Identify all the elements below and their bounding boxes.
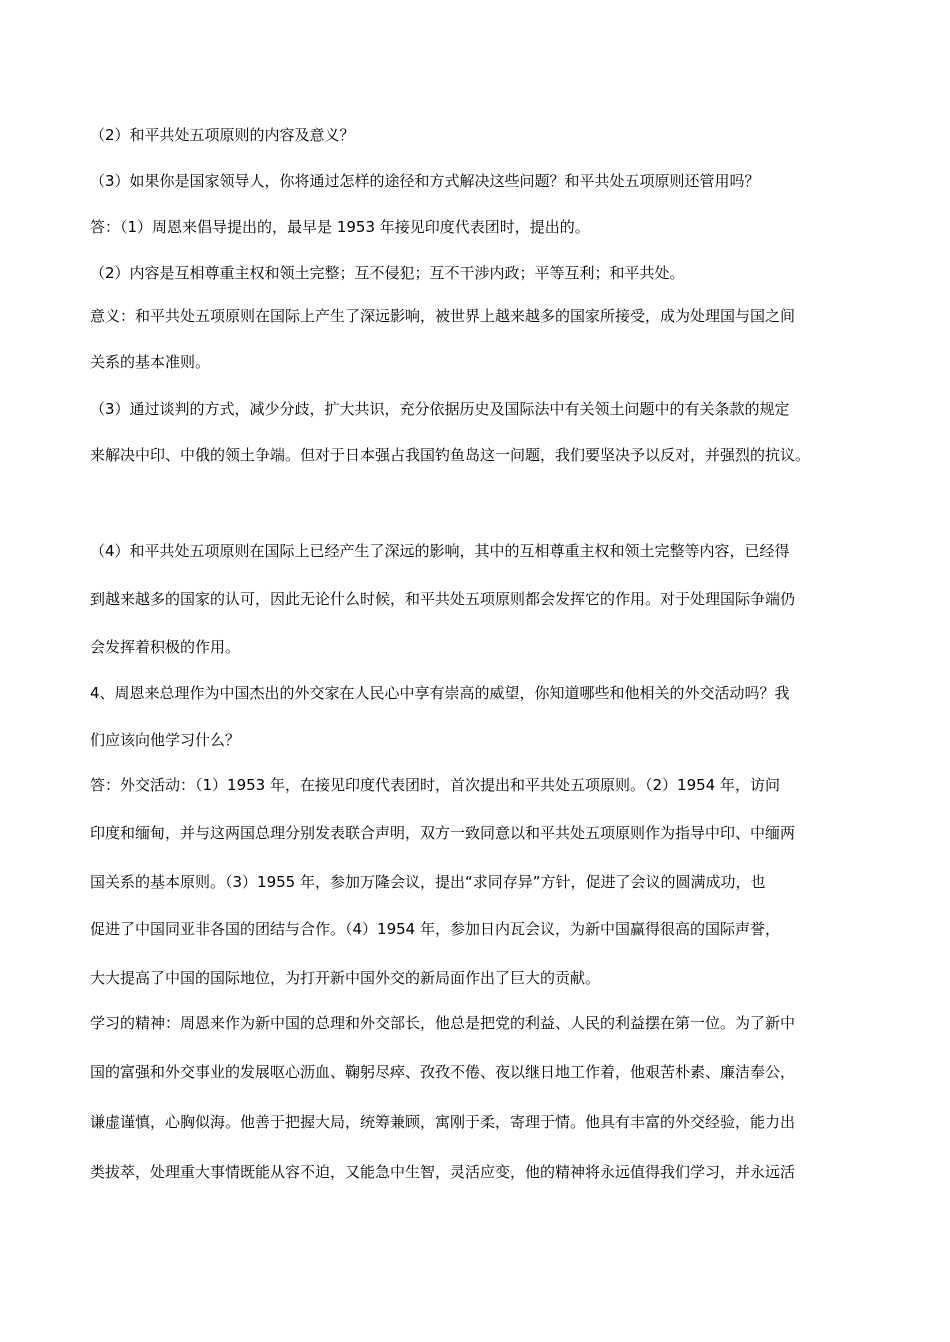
answer-4-line-2: 到越来越多的国家的认可，因此无论什么时候，和平共处五项原则都会发挥它的作用。对于处理国际争端仍 (90, 590, 796, 608)
question-4-line-2: 们应该向他学习什么？ (90, 731, 241, 749)
meaning-line-1: 意义：和平共处五项原则在国际上产生了深远影响，被世界上越来越多的国家所接受，成为处理国与国之间 (90, 307, 796, 325)
spirit-line-2: 国的富强和外交事业的发展呕心沥血、鞠躬尽瘁、孜孜不倦、夜以继日地工作着，他艰苦朴素、廉洁奉公， (90, 1063, 796, 1081)
answer-2-line: （2）内容是互相尊重主权和领土完整；互不侵犯；互不干涉内政；平等互利；和平共处。 (90, 264, 685, 282)
diplomacy-line-2: 印度和缅甸，并与这两国总理分别发表联合声明，双方一致同意以和平共处五项原则作为指导中印、中缅两 (90, 824, 796, 842)
question-2-line: （2）和平共处五项原则的内容及意义？ (90, 126, 355, 144)
answer-4-line-1: （4）和平共处五项原则在国际上已经产生了深远的影响，其中的互相尊重主权和领土完整等内容，已经得 (90, 542, 790, 560)
answer-1-line: 答：（1）周恩来倡导提出的，最早是 1953 年接见印度代表团时，提出的。 (90, 218, 590, 236)
spirit-line-1: 学习的精神：周恩来作为新中国的总理和外交部长，他总是把党的利益、人民的利益摆在第一位。为了新中 (90, 1014, 796, 1032)
diplomacy-line-4: 促进了中国同亚非各国的团结与合作。（4）1954 年，参加日内瓦会议，为新中国赢得很高的国际声誉， (90, 920, 780, 938)
meaning-line-2: 关系的基本准则。 (90, 353, 211, 371)
diplomacy-line-1: 答：外交活动：（1）1953 年，在接见印度代表团时，首次提出和平共处五项原则。（2）1954 年，访问 (90, 776, 780, 794)
diplomacy-line-5: 大大提高了中国的国际地位，为打开新中国外交的新局面作出了巨大的贡献。 (90, 969, 601, 987)
answer-3-line-1: （3）通过谈判的方式，减少分歧，扩大共识，充分依据历史及国际法中有关领土问题中的有关条款的规定 (90, 400, 790, 418)
spirit-line-3: 谦虚谨慎，心胸似海。他善于把握大局，统筹兼顾，寓刚于柔，寄理于情。他具有丰富的外交经验，能力出 (90, 1113, 796, 1131)
question-4-line-1: 4、周恩来总理作为中国杰出的外交家在人民心中享有崇高的威望，你知道哪些和他相关的外交活动吗？我 (90, 684, 790, 702)
question-3-line: （3）如果你是国家领导人，你将通过怎样的途径和方式解决这些问题？和平共处五项原则还管用吗？ (90, 172, 760, 190)
spirit-line-4: 类拔萃，处理重大事情既能从容不迫，又能急中生智，灵活应变，他的精神将永远值得我们学习，并永远活 (90, 1163, 796, 1181)
diplomacy-line-3: 国关系的基本原则。（3）1955 年，参加万隆会议，提出“求同存异”方针，促进了会议的圆满成功，也 (90, 873, 766, 891)
answer-3-line-2: 来解决中印、中俄的领土争端。但对于日本强占我国钓鱼岛这一问题，我们要坚决予以反对，并强烈的抗议。 (90, 446, 811, 464)
answer-4-line-3: 会发挥着积极的作用。 (90, 638, 241, 656)
